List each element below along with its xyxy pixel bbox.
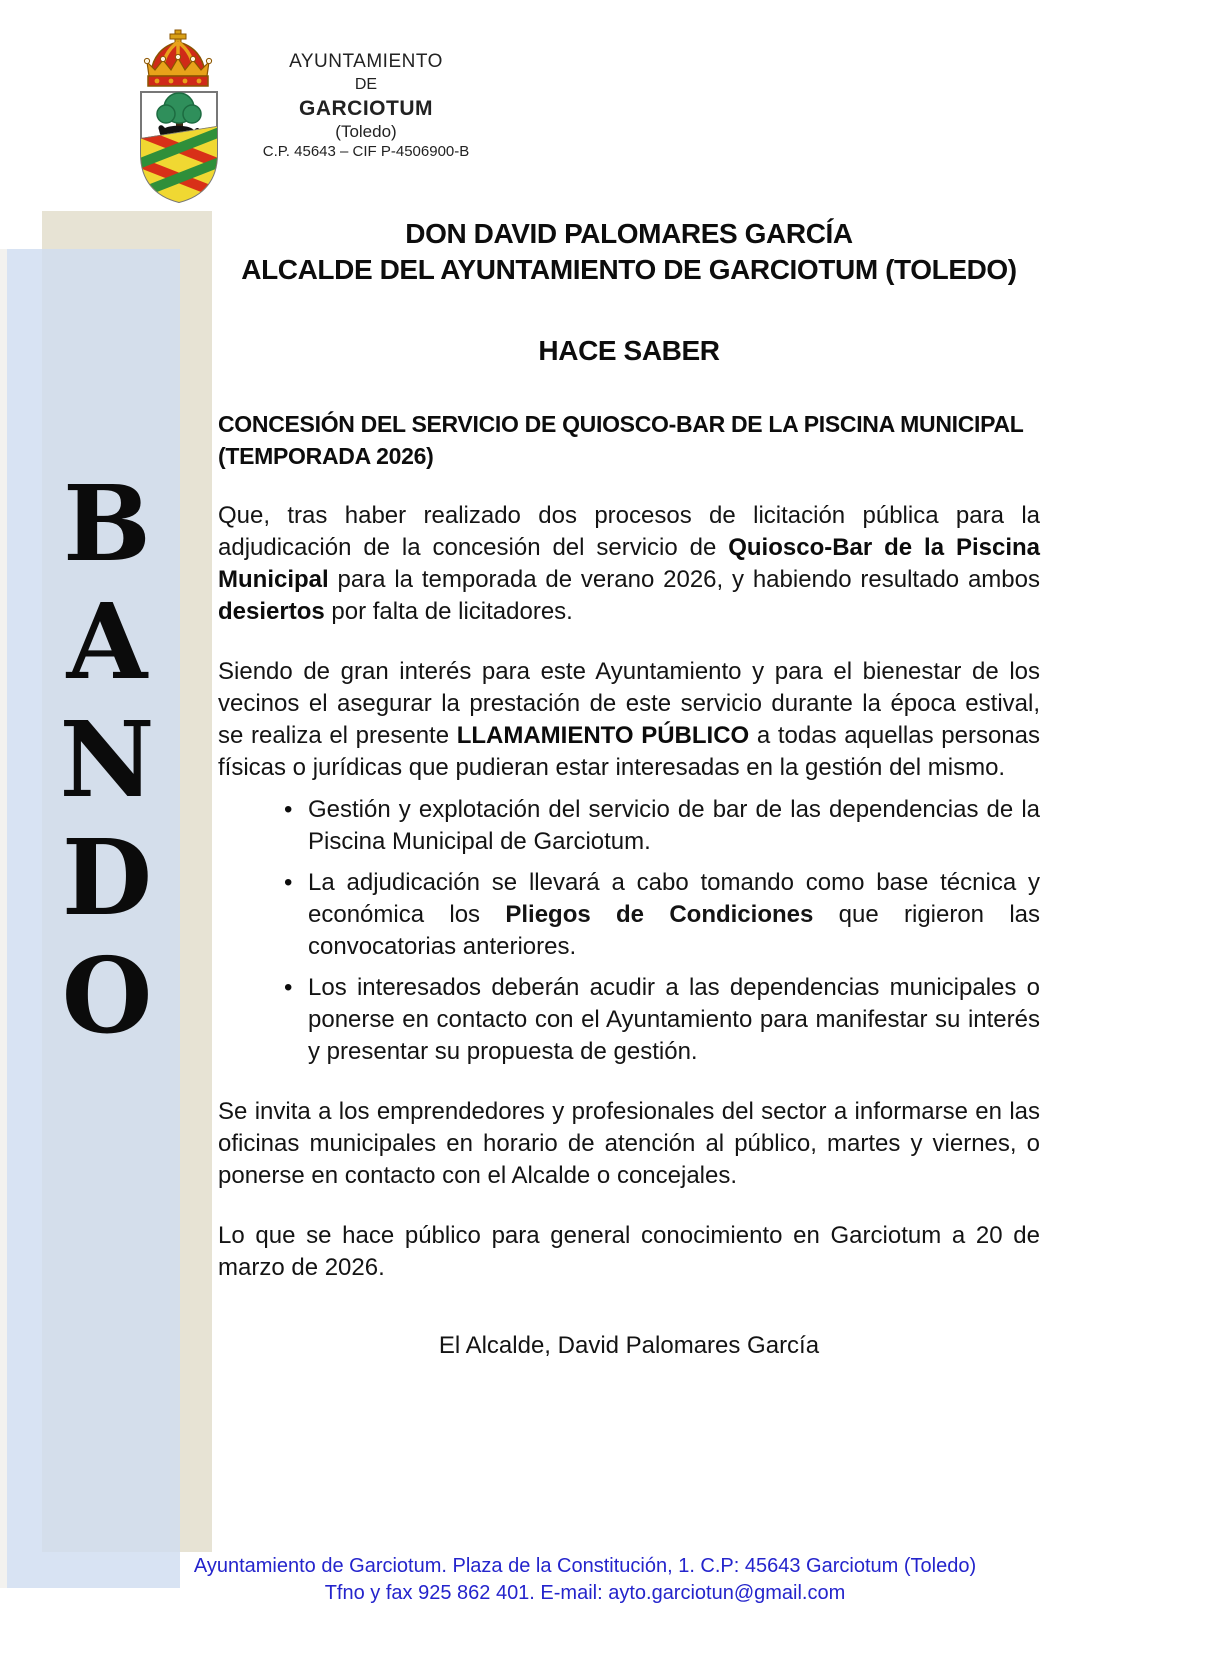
bando-letter: A	[66, 580, 148, 703]
text-segment: que rigieron las convocatorias anteriores.	[308, 901, 1041, 960]
shield-icon	[133, 92, 225, 204]
subject-line1: CONCESIÓN DEL SERVICIO DE QUIOSCO-BAR DE LA PISCINA MUNICIPAL	[218, 411, 1024, 437]
paragraph-fecha: Lo que se hace público para general conocimiento en Garciotum a 20 de marzo de 2026.	[218, 1222, 1040, 1281]
bando-letter: D	[61, 816, 153, 939]
signature-line: El Alcalde, David Palomares García	[438, 1332, 820, 1359]
org-province: (Toledo)	[335, 122, 397, 141]
bullet-icon: •	[284, 869, 293, 896]
list-item-text	[308, 867, 1040, 963]
bullet-icon: •	[284, 974, 293, 1001]
text-segment-bold: Quiosco-Bar de la Piscina Municipal	[218, 534, 1040, 593]
list-item	[218, 972, 1040, 1068]
list-item-text: Los interesados deberán acudir a las dependencias municipales o ponerse en contacto con el Ayuntamiento para manifestar su interés y presentar su propuesta de gestión.	[308, 974, 1040, 1065]
subject-line2: (TEMPORADA 2026)	[218, 443, 434, 469]
list-item	[218, 794, 1040, 858]
conditions-list	[218, 794, 1040, 1068]
mayor-role-title: ALCALDE DEL AYUNTAMIENTO DE GARCIOTUM (TOLEDO)	[241, 254, 1017, 285]
text-segment: por falta de licitadores.	[324, 598, 573, 625]
list-item	[218, 867, 1040, 963]
paragraph-llamamiento	[218, 656, 1040, 784]
text-segment: La adjudicación se llevará a cabo tomando como base técnica y económica los	[308, 869, 1040, 928]
bando-letter: B	[63, 462, 151, 585]
text-segment: para la temporada de verano 2026, y habiendo resultado ambos	[328, 566, 1040, 593]
org-ids: C.P. 45643 – CIF P-4506900-B	[262, 143, 470, 160]
bando-vertical-watermark	[58, 462, 156, 1060]
bando-letter: O	[61, 934, 153, 1057]
left-edge-strip	[0, 249, 7, 1588]
footer-contact-block	[0, 1553, 1170, 1607]
text-segment-bold: desiertos	[218, 598, 325, 625]
garciotum-coat-of-arms-icon	[133, 26, 225, 204]
mayor-name-title: DON DAVID PALOMARES GARCÍA	[405, 218, 853, 249]
text-segment-bold: LLAMAMIENTO PÚBLICO	[456, 722, 750, 749]
text-segment-bold: Pliegos de Condiciones	[505, 901, 814, 928]
paragraph-invitacion: Se invita a los emprendedores y profesionales del sector a informarse en las oficinas municipales en horario de atención al público, martes y viernes, o ponerse en contacto con el Alcalde o concejales.	[218, 1098, 1040, 1189]
document-body	[218, 210, 1040, 1362]
org-line: AYUNTAMIENTO	[289, 51, 443, 72]
text-segment: Siendo de gran interés para este Ayuntamiento y para el bienestar de los vecinos el asegurar la prestación de este servicio durante la época estival, se realiza el presente	[218, 658, 1040, 749]
org-line: DE	[354, 76, 378, 93]
footer-phone-email: Tfno y fax 925 862 401. E-mail: ayto.garciotun@gmail.com	[324, 1582, 846, 1604]
org-name: GARCIOTUM	[299, 97, 433, 120]
text-segment: a todas aquellas personas físicas o jurídicas que pudieran estar interesadas en la gestión del mismo.	[218, 722, 1040, 781]
header-org-block	[246, 50, 486, 162]
list-item-text: Gestión y explotación del servicio de bar de las dependencias de la Piscina Municipal de Garciotum.	[308, 796, 1040, 855]
crown-icon	[144, 30, 211, 86]
subject-heading	[218, 408, 1040, 472]
text-segment: Que, tras haber realizado dos procesos de licitación pública para la adjudicación de la concesión del servicio de	[218, 502, 1040, 561]
bando-letter: N	[59, 698, 155, 821]
hace-saber-heading: HACE SABER	[538, 335, 720, 366]
paragraph-licitacion	[218, 500, 1040, 628]
bullet-icon: •	[284, 796, 293, 823]
footer-address: Ayuntamiento de Garciotum. Plaza de la Constitución, 1. C.P: 45643 Garciotum (Toledo)	[193, 1555, 977, 1577]
